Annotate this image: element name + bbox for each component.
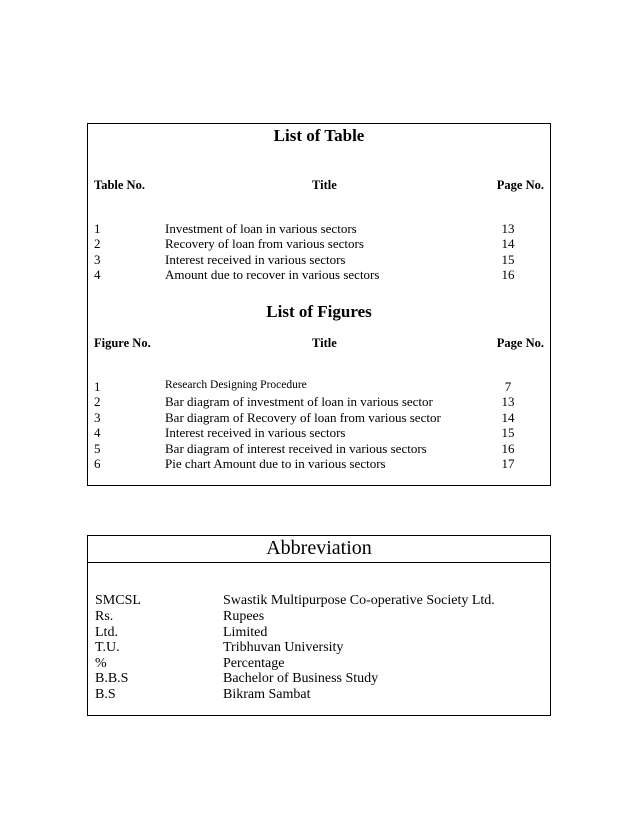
figure-no-header: Figure No. <box>94 336 151 350</box>
abbreviation-box <box>87 535 551 716</box>
abbreviation-code: B.B.S <box>95 671 129 686</box>
figure-row-number: 1 <box>94 379 101 394</box>
figure-row-title: Bar diagram of investment of loan in various sector <box>165 394 433 409</box>
table-row-title: Recovery of loan from various sectors <box>165 236 364 251</box>
abbreviation-meaning: Tribhuvan University <box>223 640 344 655</box>
figure-row <box>88 379 550 394</box>
table-row-title: Investment of loan in various sectors <box>165 221 357 236</box>
table-row-title: Interest received in various sectors <box>165 252 346 267</box>
table-row <box>88 267 550 282</box>
abbreviation-code: B.S <box>95 687 116 702</box>
abbreviation-row <box>88 593 550 609</box>
abbreviation-meaning: Bikram Sambat <box>223 687 311 702</box>
figure-row-number: 6 <box>94 456 101 471</box>
figure-row-title: Bar diagram of interest received in various sectors <box>165 441 427 456</box>
abbreviation-code: Ltd. <box>95 625 118 640</box>
figure-row <box>88 441 550 456</box>
figure-row-page: 17 <box>501 456 515 471</box>
table-row-number: 3 <box>94 252 101 267</box>
contents-box <box>87 123 551 486</box>
figure-row <box>88 394 550 409</box>
figure-row-title: Research Designing Procedure <box>165 379 307 391</box>
abbreviation-row <box>88 656 550 672</box>
table-no-header: Table No. <box>94 178 145 192</box>
figure-row <box>88 410 550 425</box>
abbreviation-row <box>88 640 550 656</box>
figure-row-page: 16 <box>501 441 515 456</box>
abbreviation-meaning: Bachelor of Business Study <box>223 671 379 686</box>
abbreviation-meaning: Swastik Multipurpose Co-operative Society Ltd. <box>223 593 495 608</box>
figure-row <box>88 456 550 471</box>
table-row-number: 4 <box>94 267 101 282</box>
table-page-header: Page No. <box>496 178 544 192</box>
table-title-header: Title <box>312 178 337 192</box>
figure-row-page: 13 <box>501 394 515 409</box>
table-row-page: 13 <box>501 221 515 236</box>
figure-page-header: Page No. <box>496 336 544 350</box>
figure-row-title: Interest received in various sectors <box>165 425 346 440</box>
abbreviation-divider <box>88 562 550 563</box>
abbreviation-row <box>88 671 550 687</box>
figure-title-header: Title <box>312 336 337 350</box>
table-row-page: 14 <box>501 236 515 251</box>
abbreviation-row <box>88 687 550 703</box>
table-row <box>88 236 550 251</box>
abbreviation-meaning: Rupees <box>223 609 265 624</box>
table-row <box>88 252 550 267</box>
list-of-table-heading: List of Table <box>273 126 365 145</box>
abbreviation-heading: Abbreviation <box>266 537 372 559</box>
table-row <box>88 221 550 236</box>
abbreviation-meaning: Percentage <box>223 656 285 671</box>
figure-row-number: 2 <box>94 394 101 409</box>
figure-row-number: 4 <box>94 425 101 440</box>
abbreviation-row <box>88 625 550 641</box>
figure-row-number: 3 <box>94 410 101 425</box>
list-of-figures-heading: List of Figures <box>266 302 372 321</box>
figure-row-page: 7 <box>504 379 512 394</box>
figure-row <box>88 425 550 440</box>
figure-row-title: Bar diagram of Recovery of loan from various sector <box>165 410 441 425</box>
figure-row-page: 15 <box>501 425 515 440</box>
abbreviation-meaning: Limited <box>223 625 268 640</box>
figure-row-page: 14 <box>501 410 515 425</box>
abbreviation-code: % <box>95 656 107 671</box>
figure-row-title: Pie chart Amount due to in various sectors <box>165 456 386 471</box>
figure-row-number: 5 <box>94 441 101 456</box>
table-row-number: 1 <box>94 221 101 236</box>
table-row-title: Amount due to recover in various sectors <box>165 267 380 282</box>
abbreviation-code: SMCSL <box>95 593 141 608</box>
table-row-page: 15 <box>501 252 515 267</box>
table-row-number: 2 <box>94 236 101 251</box>
abbreviation-code: Rs. <box>95 609 114 624</box>
abbreviation-code: T.U. <box>95 640 120 655</box>
abbreviation-row <box>88 609 550 625</box>
table-row-page: 16 <box>501 267 515 282</box>
